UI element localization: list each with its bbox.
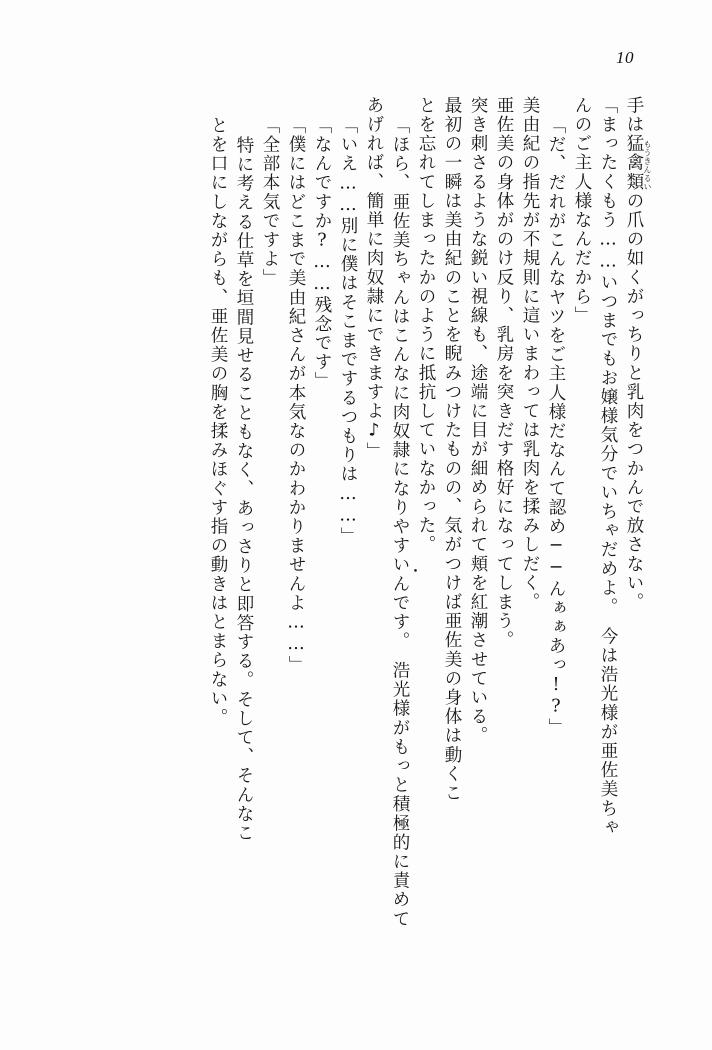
text-line-content: 「だ、だれがこんなヤツをご主人様だなんて認め──んぁぁあっ!?」	[546, 116, 566, 738]
text-line	[573, 96, 591, 976]
vertical-text-block	[66, 96, 652, 976]
text-line-content: 特に考える仕草を垣間見せることもなく、あっさりと即答する。そして、そんなこ	[234, 136, 254, 843]
text-line-content: 「僕にはどこまで美由紀さんが本気なのかわかりませんよ……」	[286, 116, 306, 675]
text-line	[209, 96, 227, 996]
text-line	[365, 96, 383, 976]
text-line	[391, 96, 409, 996]
text-line-content: 美由紀の指先が不規則に這いまわっては乳肉を揉みしだく。	[520, 96, 540, 612]
text-line-content: 「なんですか?……残念です」	[312, 116, 332, 391]
text-line-content: 「ほら、亜佐美ちゃんはこんなに肉奴隷になりやすいんです。 浩光様がもっと積極的に責めて	[390, 116, 410, 929]
page-number: 10	[616, 48, 634, 67]
text-line-content: 突き刺さるような鋭い視線も、途端に目が細められて頬を紅潮させている。	[468, 96, 488, 746]
text-line-content: 最初の一瞬は美由紀のことを睨みつけたものの、気がつけば亜佐美の身体は動くこ	[442, 96, 462, 803]
separator-dot: ・	[408, 564, 424, 580]
text-line-content: あげれば、簡単に肉奴隷にできますよ♪」	[364, 96, 384, 462]
text-line-content: 手は猛禽類の爪の如くがっちりと乳肉をつかんで放さない。	[624, 96, 644, 612]
text-line-content: とを口にしながらも、亜佐美の胸を揉みほぐす指の動きはとまらない。	[208, 116, 228, 728]
text-line	[443, 96, 461, 976]
text-line	[287, 96, 305, 996]
text-line-content: 「全部本気ですよ」	[260, 116, 280, 288]
text-line	[495, 96, 513, 976]
text-line	[339, 96, 357, 996]
text-line	[417, 96, 435, 976]
text-line	[521, 96, 539, 976]
text-line	[235, 96, 253, 1016]
text-line	[599, 96, 617, 976]
ruby-reading: もうきんるい	[643, 140, 652, 191]
text-line	[547, 96, 565, 996]
text-line	[624, 96, 652, 976]
text-line-content: 「いえ……別に僕はそこまでするつもりは……」	[338, 116, 358, 547]
text-line	[261, 96, 279, 996]
text-line-content: とを忘れてしまったかのように抵抗していなかった。	[416, 96, 436, 555]
text-line-content: んのご主人様なんだから」	[572, 96, 592, 326]
text-line-content: 「まったくもう……いつまでもお嬢様気分でいちゃだめよ。 今は浩光様が亜佐美ちゃ	[598, 96, 618, 838]
text-line	[469, 96, 487, 976]
text-line	[313, 96, 331, 996]
text-line-content: 亜佐美の身体がのけ反り、乳房を突きだす格好になってしまう。	[494, 96, 514, 650]
